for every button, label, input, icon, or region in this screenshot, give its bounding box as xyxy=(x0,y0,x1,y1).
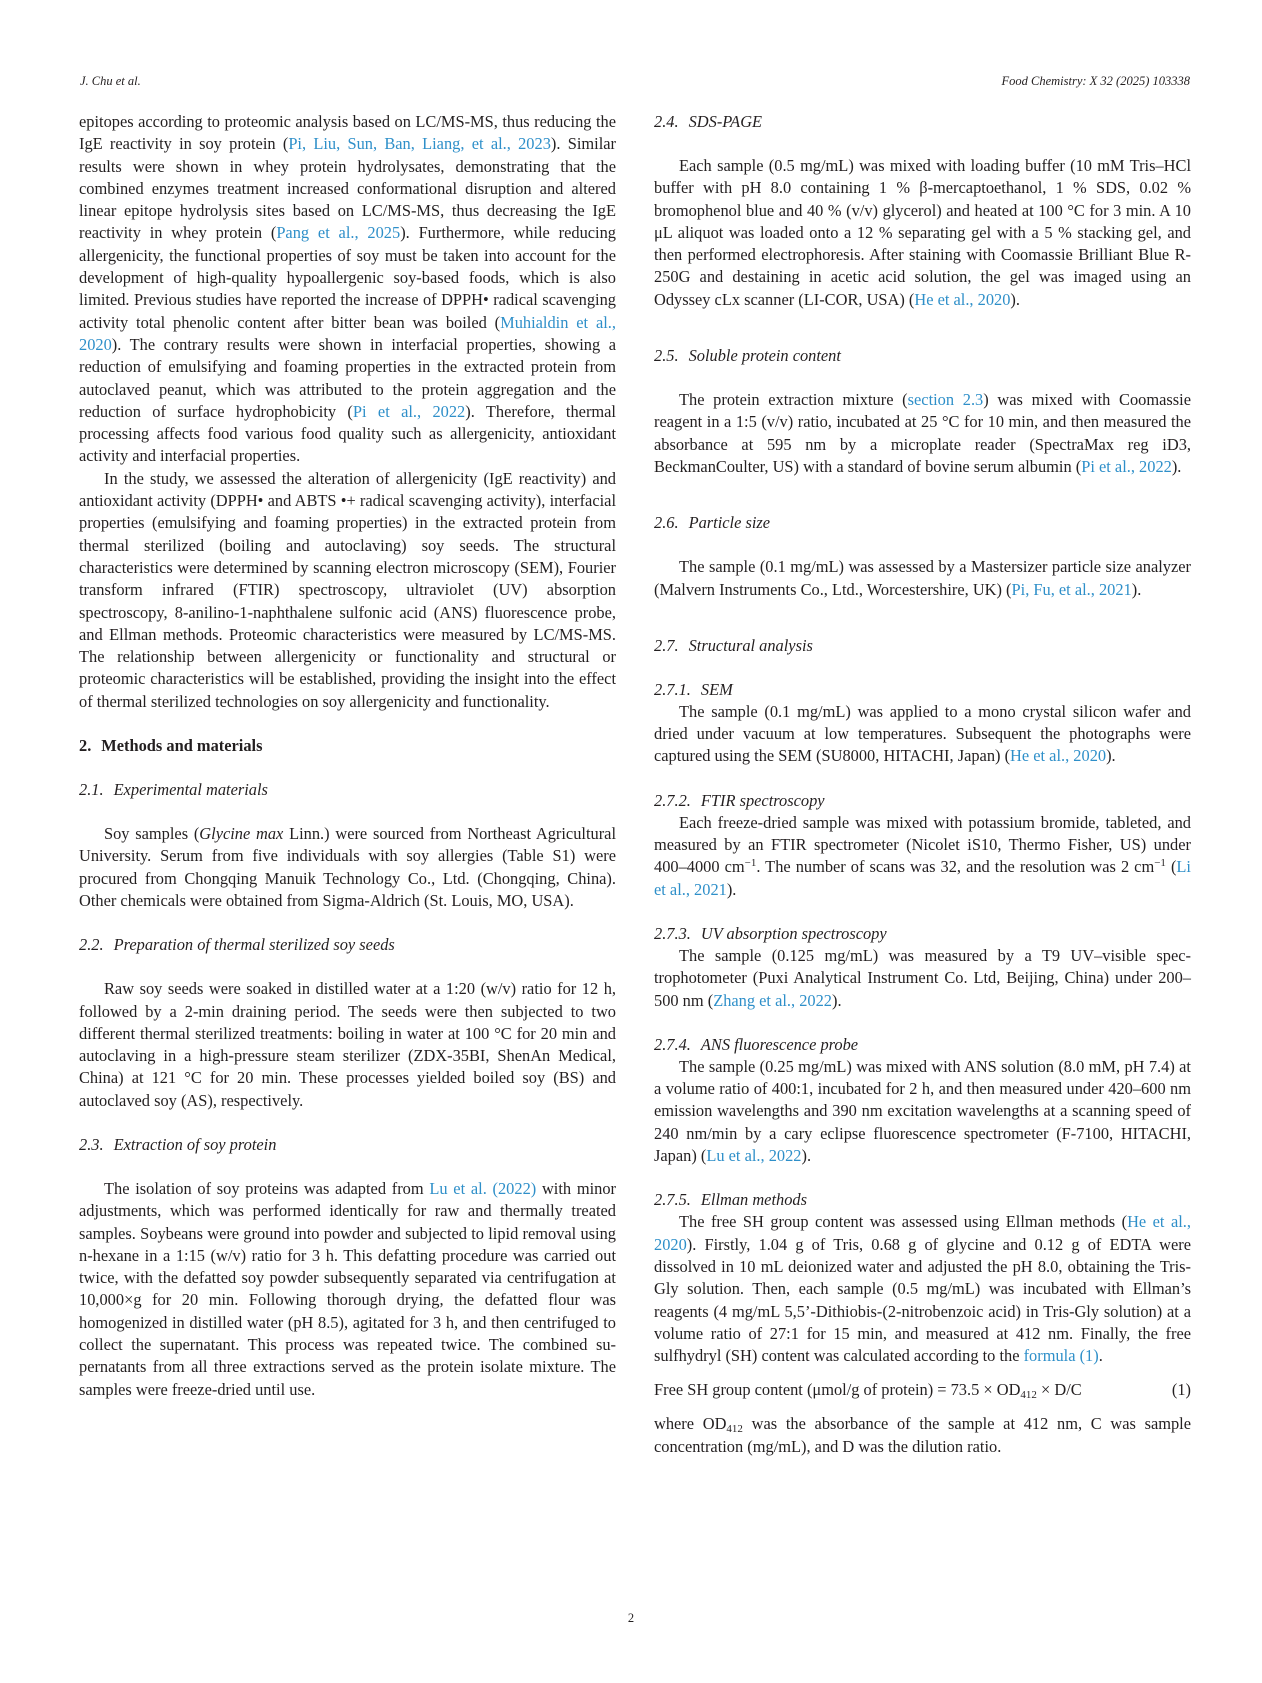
body-paragraph: The free SH group content was assessed using Ellman methods (He et al., 2020). Firstly, 1.04 g of Tris, 0.68 g of glycine and 0.12 g of EDTA were dissolved in 10 mL deionized water and adjusted the pH 8.0, obtaining the Tris-Gly solution. Then, each sample (0.5 mg/mL) was incubated with Ellman’s reagents (4 mg/mL 5,5’-Dithiobis-(2-nitrobenzoic acid) in Tris-Gly solution) at a volume ratio of 27:1 for 15 min, and measured at 412 nm. Finally, the free sulfhydryl (SH) content was calculated according to the formula (1). xyxy=(654,1212,1191,1366)
body-paragraph: Each sample (0.5 mg/mL) was mixed with loading buffer (10 mM Tris–HCl buffer with pH 8.0 containing 1 % β-mercaptoethanol, 1 % SDS, 0.02 % bromophenol blue and 40 % (v/v) glycerol) and heated at 100 °C for 3 min. A 10 μL aliquot was loaded onto a 12 % separating gel with a 5 % stacking gel, and then performed electrophoresis. After staining with Coomassie Brilliant Blue R-250G and destaining in acetic acid solution, the gel was imaged using an Odyssey cLx scanner (LI-COR, USA) (He et al., 2020). xyxy=(654,156,1191,309)
page-number: 2 xyxy=(627,1611,635,1625)
subsection-heading: 2.3. Extraction of soy protein xyxy=(79,1134,277,1154)
right-column xyxy=(654,111,1191,1458)
body-paragraph: The protein extraction mixture (section 2.3) was mixed with Coomassie reagent in a 1:5 (v/v) ratio, incubated at 25 °C for 10 min, and then measured the absorbance at 595 nm by a microplate reader (SpectraMax reg iD3, BeckmanCoulter, US) with a standard of bovine serum albumin (Pi et al., 2022). xyxy=(654,390,1191,476)
citation-link[interactable]: Pi, Fu, et al., 2021 xyxy=(1011,579,1132,599)
subsubsection-heading: 2.7.4. ANS fluorescence probe xyxy=(654,1034,859,1054)
body-paragraph: The sample (0.1 mg/mL) was assessed by a Mastersizer particle size analyzer (Malvern Instruments Co., Ltd., Worcestershire, UK) (Pi, Fu, et al., 2021). xyxy=(654,557,1191,599)
citation-link[interactable]: He et al., 2020 xyxy=(914,289,1011,309)
subsection-heading: 2.2. Preparation of thermal sterilized soy seeds xyxy=(79,935,395,955)
citation-link[interactable]: Pi et al., 2022 xyxy=(1081,456,1172,476)
body-paragraph: Raw soy seeds were soaked in distilled water at a 1:20 (w/v) ratio for 12 h, followed by a 2-min draining period. The seeds were then subjected to two different thermal sterilized treatments: boiling in water at 100 °C for 20 min and autoclaving in a high-pressure steam sterilizer (ZDX-35BI, ShenAn Medical, China) at 121 °C for 20 min. These processes yielded boiled soy (BS) and autoclaved soy (AS), respectively. xyxy=(79,979,616,1110)
intro-paragraph-1: epitopes according to proteomic analysis based on LC/MS-MS, thus reducing the IgE reactivity in soy protein (Pi, Liu, Sun, Ban, Liang, et al., 2023). Similar results were shown in whey protein hydrolysates, demonstrating that the combined enzymes treatment increased conformational disruption and altered linear epitope hydrolysis sites based on LC/MS-MS, thus decreasing the IgE reactivity in whey protein (Pang et al., 2025). Furthermore, while reducing allergenicity, the functional properties of soy must be taken into account for the development of high-quality hypoallergenic soy-based foods, which is also limited. Previous studies have reported the increase of DPPH• radical scavenging activity total phenolic content after bitter bean was boiled (Muhialdin et al., 2020). The contrary results were shown in interfacial properties, showing a reduction of emulsifying and foaming properties in the extracted protein from autoclaved peanut, which was attributed to the protein aggregation and the reduction of surface hydrophobicity (Pi et al., 2022). Therefore, thermal processing affects food various food quality such as allergenicity, antioxidant activity and interfacial properties. xyxy=(79,112,616,466)
citation-link[interactable]: Pi et al., 2022 xyxy=(352,401,466,421)
subsection-heading: 2.4. SDS-PAGE xyxy=(654,112,763,131)
subsection-heading: 2.5. Soluble protein content xyxy=(654,346,841,366)
citation-link[interactable]: He et al., 2020 xyxy=(654,1212,1191,1254)
body-paragraph: The sample (0.1 mg/mL) was applied to a mono crystal silicon wafer and dried under vacuum at low temperatures. Subsequent the photographs were captured using the SEM (SU8000, HITACHI, Japan) (He et al., 2020). xyxy=(654,701,1191,766)
subsection-heading: 2.1. Experimental materials xyxy=(79,780,268,800)
equation-label: (1) xyxy=(1171,1380,1191,1400)
subsection-heading: 2.6. Particle size xyxy=(654,513,771,533)
running-head-journal: Food Chemistry: X 32 (2025) 103338 xyxy=(1001,74,1190,88)
section-link[interactable]: section 2.3 xyxy=(907,390,984,410)
citation-link[interactable]: Li et al., 2021 xyxy=(654,857,1191,899)
citation-link[interactable]: Muhialdin et al., 2020 xyxy=(79,312,616,354)
citation-link[interactable]: He et al., 2020 xyxy=(1010,746,1107,766)
body-paragraph: The sample (0.25 mg/mL) was mixed with ANS solution (8.0 mM, pH 7.4) at a volume ratio of 400:1, incubated for 2 h, and then measured under 420–600 nm emission wavelengths and 390 nm excitation wavelengths at a scanning speed of 240 nm/min by a cary eclipse fluorescence spectrometer (F-7100, HITACHI, Japan) (Lu et al., 2022). xyxy=(654,1056,1191,1166)
citation-link[interactable]: Lu et al. (2022) xyxy=(429,1178,537,1198)
body-paragraph: Each freeze-dried sample was mixed with potassium bromide, tableted, and measured by an FTIR spectrometer (Nicolet iS10, Thermo Fisher, US) under 400–4000 $cm^{-1}$. The number of scans was 32, and the resolution was 2 $cm^{-1}$ (Li et al., 2021). xyxy=(654,812,1191,899)
intro-paragraph-2: In the study, we assessed the alteration of allergenicity (IgE reactivity) and antioxidant activity (DPPH• and ABTS •+ radical scavenging activity), interfacial properties (emulsifying and foaming properties) in the extracted protein from thermal sterilized (boiling and autoclaving) soy seeds. The structural characteristics were determined by scanning electron microscopy (SEM), Fourier transform infrared (FTIR) spectroscopy, ultraviolet (UV) absorption spectroscopy, 8-anilino-1-naphthalene sulfonic acid (ANS) fluorescence probe, and Ellman methods. Proteomic characteristics were measured by LC/MS-MS. The relationship between allergenicity or functionality and structural or proteomic characteristics will be established, providing the insight into the effect of thermal sterilized technologies on soy allergenicity and functionality. xyxy=(79,468,616,711)
running-head-authors: J. Chu et al. xyxy=(80,74,141,88)
subsubsection-heading: 2.7.1. SEM xyxy=(654,679,733,699)
citation-link[interactable]: Zhang et al., 2022 xyxy=(713,990,832,1010)
subsection-heading: 2.7. Structural analysis xyxy=(654,635,813,655)
citation-link[interactable]: Pi, Liu, Sun, Ban, Liang, et al., 2023 xyxy=(288,134,551,154)
equation-body: Free SH group content (μmol/g of protein) = $73.5 \times OD_{412} \times D/C$ xyxy=(654,1380,1082,1402)
subsubsection-heading: 2.7.3. UV absorption spectroscopy xyxy=(654,923,887,943)
section-heading: 2. Methods and materials xyxy=(79,736,263,756)
formula-link[interactable]: formula (1) xyxy=(1023,1346,1099,1366)
left-column xyxy=(79,111,616,1401)
body-paragraph: The isolation of soy proteins was adapted from Lu et al. (2022) with minor adjustments, which was performed identically for raw and thermally treated samples. Soybeans were ground into powder and subjected to lipid removal using n-hexane in a 1:15 (w/v) ratio for 3 h. This defatting procedure was carried out twice, with the defatted soy powder subsequently separated via centrifugation at 10,000×g for 20 min. Following thorough drying, the defatted flour was homogenized in distilled water (pH 8.5), agitated for 3 h, and then centrifuged to collect the supernatant. This process was repeated twice. The combined supernatants from all three extractions served as the protein isolate mixture. The samples were freeze-dried until use. xyxy=(79,1178,616,1399)
body-paragraph: where $OD_{412}$ was the absorbance of the sample at 412 nm, C was sample concentration (mg/mL), and D was the dilution ratio. xyxy=(654,1414,1191,1456)
subsubsection-heading: 2.7.5. Ellman methods xyxy=(654,1190,807,1210)
equation-1 xyxy=(654,1379,1191,1401)
citation-link[interactable]: Pang et al., 2025 xyxy=(276,223,401,243)
body-paragraph: The sample (0.125 mg/mL) was measured by a T9 UV–visible spectrophotometer (Puxi Analytical Instrument Co. Ltd, Beijing, China) under 200–500 nm (Zhang et al., 2022). xyxy=(654,945,1191,1010)
subsubsection-heading: 2.7.2. FTIR spectroscopy xyxy=(654,790,825,810)
citation-link[interactable]: Lu et al., 2022 xyxy=(706,1146,802,1166)
body-paragraph: Soy samples (Glycine max Linn.) were sourced from Northeast Agricultural University. Serum from five individuals with soy allergies (Table S1) were procured from Chongqing Manuik Technology Co., Ltd. (Chongqing, China). Other chemicals were obtained from Sigma-Aldrich (St. Louis, MO, USA). xyxy=(79,824,616,910)
